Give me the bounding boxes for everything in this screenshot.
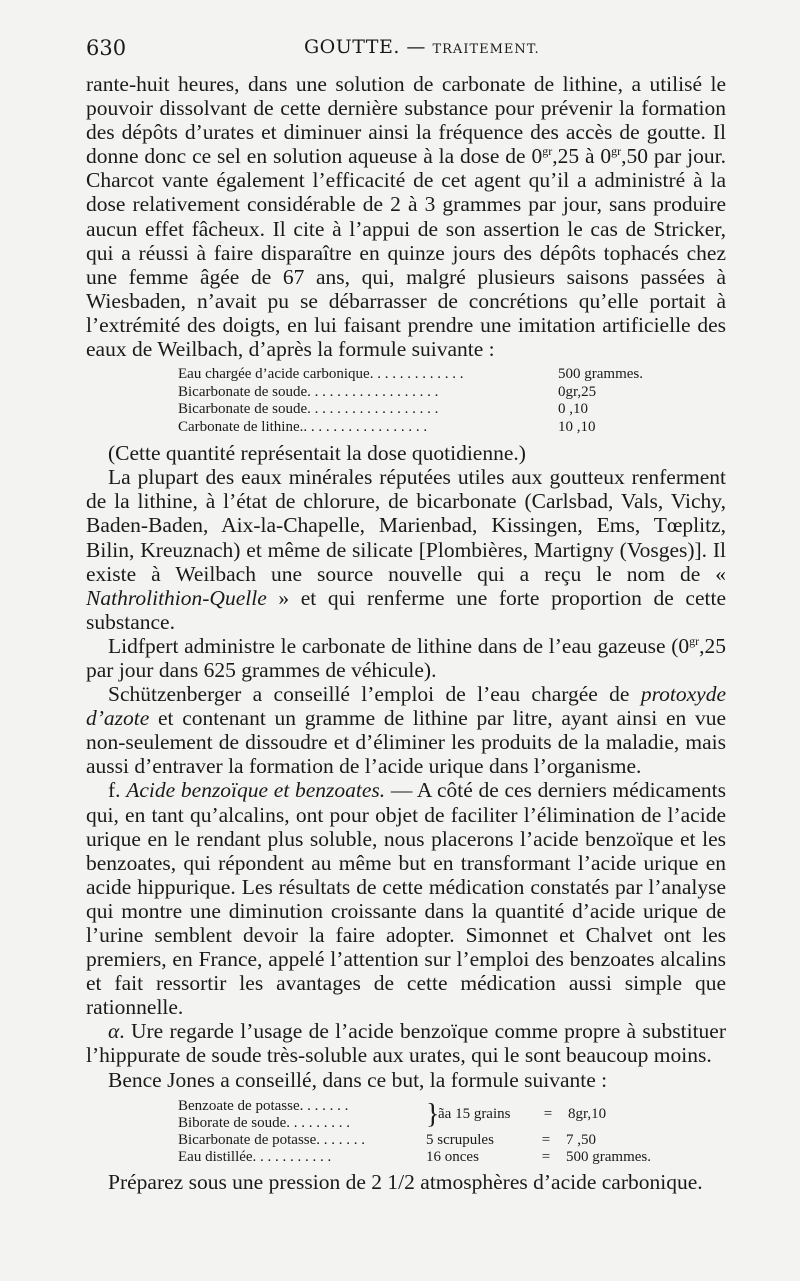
paragraph: α. Ure regarde l’usage de l’acide benzoïque comme propre à substituer l’hippurate de soude très-soluble aux urates, qui le sont beaucoup moins.: [86, 1019, 726, 1068]
formula-row: Eau distillée. . . . . . . . . . . 16 onces = 500 grammes.: [178, 1148, 651, 1165]
formula-row: Bicarbonate de soude. . . . . . . . . . . . . . . . . . 0 ,10: [178, 401, 588, 418]
paragraph: Préparez sous une pression de 2 1/2 atmosphères d’acide carbonique.: [108, 1169, 703, 1194]
paragraph: Bence Jones a conseillé, dans ce but, la formule suivante :: [108, 1067, 608, 1092]
running-title: GOUTTE. — TRAITEMENT.: [304, 36, 540, 58]
running-header: [86, 36, 726, 66]
formula-row: Bicarbonate de soude. . . . . . . . . . . . . . . . . . 0gr,25: [178, 383, 597, 400]
formula-bence-jones: [178, 1098, 726, 1166]
page-body: [86, 72, 726, 1194]
paragraph: Schützenberger a conseillé l’emploi de l’eau chargée de protoxyde d’azote et contenant un gramme de lithine par litre, ayant ainsi en vue non-seulement de dissoudre et d’éliminer les produits de la maladie, mais aussi d’entraver la formation de l’acide urique dans l’organisme.: [86, 682, 726, 779]
paragraph: rante-huit heures, dans une solution de carbonate de lithine, a utilisé le pouvoir dissolvant de cette dernière substance pour prévenir la formation des dépôts d’urates et diminuer ainsi la fréquence des accès de goutte. Il donne donc ce sel en solution aqueuse à la dose de $0^{gr},25$ à $0^{gr},50$ par jour. Charcot vante également l’efficacité de cet agent qu’il a administré à la dose relativement considérable de 2 à 3 grammes par jour, sans produire aucun effet fâcheux. Il cite à l’appui de son assertion le cas de Stricker, qui a réussi à faire disparaître en quinze jours des dépôts tophacés chez une femme âgée de 67 ans, qui, malgré plusieurs saisons passées à Wiesbaden, n’avait pu se débarrasser de concrétions qu’elle portait à l’extrémité des doigts, en lui faisant prendre une imitation artificielle des eaux de Weilbach, d’après la formule suivante :: [86, 72, 726, 362]
formula-braced-group: Benzoate de potasse. . . . . . . Biborate de soude. . . . . . . . . } ãa 15 grains = 8gr,10: [178, 1097, 607, 1131]
paragraph: La plupart des eaux minérales réputées utiles aux goutteux renferment de la lithine, à l’état de chlorure, de bicarbonate (Carlsbad, Vals, Vichy, Baden-Baden, Aix-la-Chapelle, Marienbad, Kissingen, Ems, Tœplitz, Bilin, Kreuznach) et même de silicate [Plombières, Martigny (Vosges)]. Il existe à Weilbach une source nouvelle qui a reçu le nom de « Nathrolithion-Quelle » et qui renferme une forte proportion de cette substance.: [86, 465, 726, 634]
formula-row: Bicarbonate de potasse. . . . . . . 5 scrupules = 7 ,50: [178, 1131, 596, 1148]
paragraph: f. Acide benzoïque et benzoates. — A côté de ces derniers médicaments qui, en tant qu’alcalins, ont pour objet de faciliter l’élimination de l’acide urique en le rendant plus soluble, nous placerons l’acide benzoïque et les benzoates, qui répondent au même but en transformant l’acide urique en acide hippurique. Les résultats de cette médication constatés par l’analyse qui montre une diminution croissante dans la quantité d’acide urique de l’urine semblent devoir la faire adopter. Simonnet et Chalvet ont les premiers, en France, appelé l’attention sur l’emploi des benzoates alcalins et fait ressortir les avantages de cette médication aussi simple que rationnelle.: [86, 778, 726, 1020]
page-number: 630: [86, 36, 127, 60]
dose-note: (Cette quantité représentait la dose quotidienne.): [108, 441, 526, 466]
formula-weilbach: [178, 366, 726, 436]
formula-row: Carbonate de lithine.. . . . . . . . . . . . . . . . . 10 ,10: [178, 418, 596, 435]
paragraph: Lidfpert administre le carbonate de lithine dans de l’eau gazeuse ($0^{gr},25$ par jour dans 625 grammes de véhicule).: [86, 633, 726, 682]
formula-row: Eau chargée d’acide carbonique. . . . . . . . . . . . . 500 grammes.: [178, 366, 643, 383]
